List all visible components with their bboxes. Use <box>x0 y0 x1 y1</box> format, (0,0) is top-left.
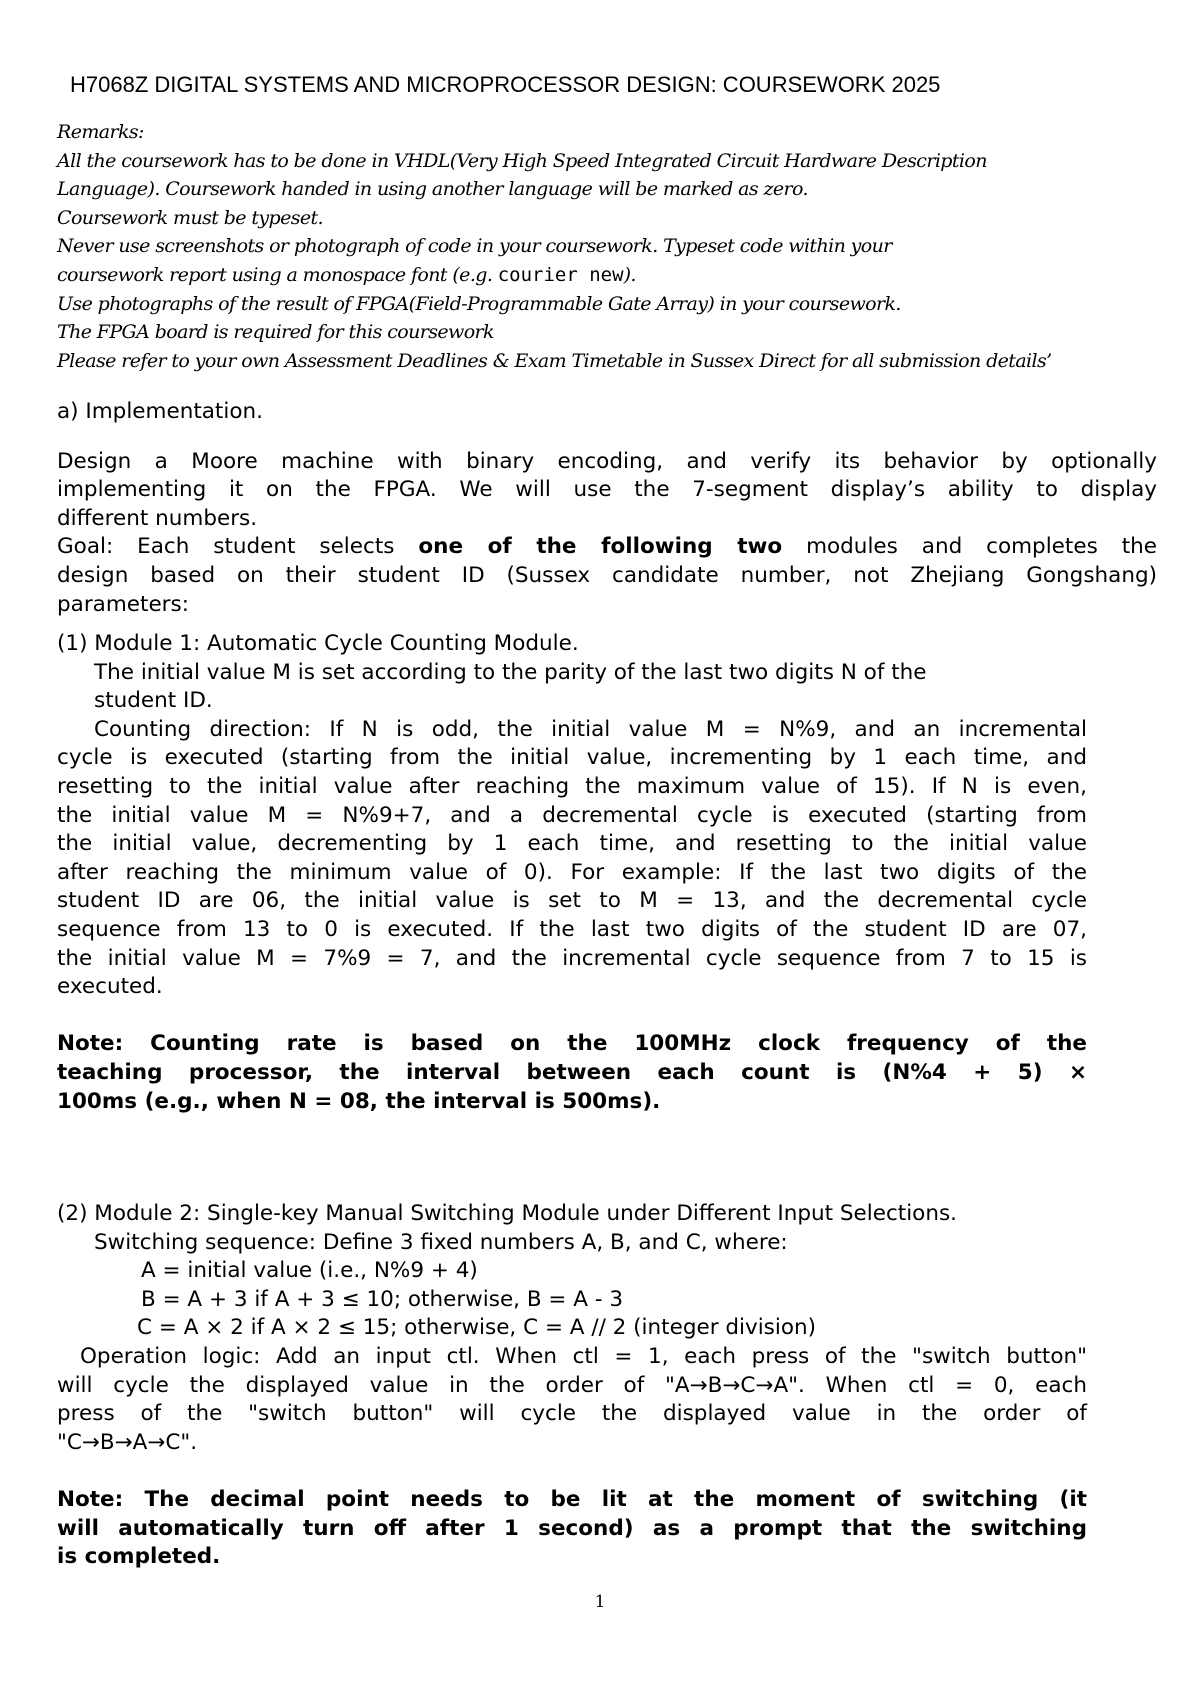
intro-line: implementing it on the FPGA. We will use the 7-segment display’s ability to display <box>57 477 1157 503</box>
module-text-line: cycle is executed (starting from the initial value, incrementing by 1 each time, and <box>57 745 1087 771</box>
module-text-line: will cycle the displayed value in the order of "A→B→C→A". When ctl = 0, each <box>57 1372 1087 1398</box>
module-text-line: the initial value M = N%9+7, and a decremental cycle is executed (starting from <box>57 802 1087 828</box>
goal-text: modules and completes the <box>782 534 1157 560</box>
module-note-line: Note: The decimal point needs to be lit at the moment of switching (it <box>57 1486 1087 1512</box>
module-2 <box>57 1200 1087 1572</box>
module-heading: (1) Module 1: Automatic Cycle Counting Module. <box>57 631 579 656</box>
module-text-line: the initial value M = 7%9 = 7, and the incremental cycle sequence from 7 to 15 is <box>57 945 1087 971</box>
module-note-line: 100ms (e.g., when N = 08, the interval is 500ms). <box>57 1088 661 1114</box>
module-text-line: Counting direction: If N is odd, the initial value M = N%9, and an incremental <box>94 716 1087 742</box>
goal-line <box>57 533 1157 562</box>
definition-b: B = A + 3 if A + 3 ≤ 10; otherwise, B = A - 3 <box>141 1286 624 1312</box>
module-text-line: executed. <box>57 974 163 1000</box>
module-note-line: teaching processor, the interval between each count is (N%4 + 5) × <box>57 1059 1087 1085</box>
remarks-line: Please refer to your own Assessment Deadlines & Exam Timetable in Sussex Direct for all submission details’ <box>57 349 1052 372</box>
monospace-example: courier new <box>497 263 624 286</box>
section-heading: a) Implementation. <box>57 399 263 424</box>
document-title: H7068Z DIGITAL SYSTEMS AND MICROPROCESSOR DESIGN: COURSEWORK 2025 <box>70 72 941 97</box>
module-text-line: student ID are 06, the initial value is set to M = 13, and the decremental cycle <box>57 888 1087 914</box>
module-heading: (2) Module 2: Single-key Manual Switching Module under Different Input Selections. <box>57 1201 957 1226</box>
module-text-line: press of the "switch button" will cycle the displayed value in the order of <box>57 1401 1087 1427</box>
remarks-line: The FPGA board is required for this coursework <box>57 321 494 344</box>
definition-c: C = A × 2 if A × 2 ≤ 15; otherwise, C = A // 2 (integer division) <box>137 1315 817 1341</box>
module-1 <box>57 630 1087 1116</box>
goal-emphasis: one of the following two <box>418 534 783 560</box>
module-note-line: Note: Counting rate is based on the 100MHz clock frequency of the <box>57 1031 1087 1057</box>
module-text-line: resetting to the initial value after reaching the maximum value of 15). If N is even, <box>57 773 1087 799</box>
remarks-text: ). <box>623 263 636 286</box>
intro-line: different numbers. <box>57 505 258 531</box>
remarks-heading: Remarks: <box>57 121 144 143</box>
remarks-line: Language). Coursework handed in using another language will be marked as zero. <box>57 178 808 201</box>
module-text-line: the initial value, decrementing by 1 each time, and resetting to the initial value <box>57 831 1087 857</box>
page-number: 1 <box>594 1592 606 1612</box>
remarks-line: All the coursework has to be done in VHDL(Very High Speed Integrated Circuit Hardware Description <box>57 149 987 172</box>
module-text-line: "C→B→A→C". <box>57 1429 198 1455</box>
section-a <box>57 398 1157 619</box>
module-note-line: is completed. <box>57 1544 221 1570</box>
remarks-block <box>57 118 1157 375</box>
module-text-line: student ID. <box>94 688 213 714</box>
module-text-line: Switching sequence: Define 3 fixed numbers A, B, and C, where: <box>94 1229 788 1255</box>
module-text-line: The initial value M is set according to the parity of the last two digits N of the <box>94 659 927 685</box>
remarks-line <box>57 261 1157 290</box>
remarks-text: coursework report using a monospace font (e.g. <box>57 263 498 286</box>
definition-a: A = initial value (i.e., N%9 + 4) <box>141 1258 478 1284</box>
module-text-line: after reaching the minimum value of 0). For example: If the last two digits of the <box>57 859 1087 885</box>
module-text-line: Operation logic: Add an input ctl. When ctl = 1, each press of the "switch button" <box>80 1343 1087 1369</box>
module-note-line: will automatically turn off after 1 second) as a prompt that the switching <box>57 1515 1087 1541</box>
goal-line: parameters: <box>57 591 189 617</box>
remarks-line: Never use screenshots or photograph of code in your coursework. Typeset code within your <box>57 235 892 258</box>
remarks-line: Coursework must be typeset. <box>57 206 323 229</box>
remarks-line: Use photographs of the result of FPGA(Field-Programmable Gate Array) in your coursework. <box>57 292 901 315</box>
intro-line: Design a Moore machine with binary encoding, and verify its behavior by optionally <box>57 448 1157 474</box>
goal-text: Goal: Each student selects <box>57 534 419 560</box>
goal-line: design based on their student ID (Sussex candidate number, not Zhejiang Gongshang) <box>57 562 1157 588</box>
module-text-line: sequence from 13 to 0 is executed. If the last two digits of the student ID are 07, <box>57 916 1087 942</box>
